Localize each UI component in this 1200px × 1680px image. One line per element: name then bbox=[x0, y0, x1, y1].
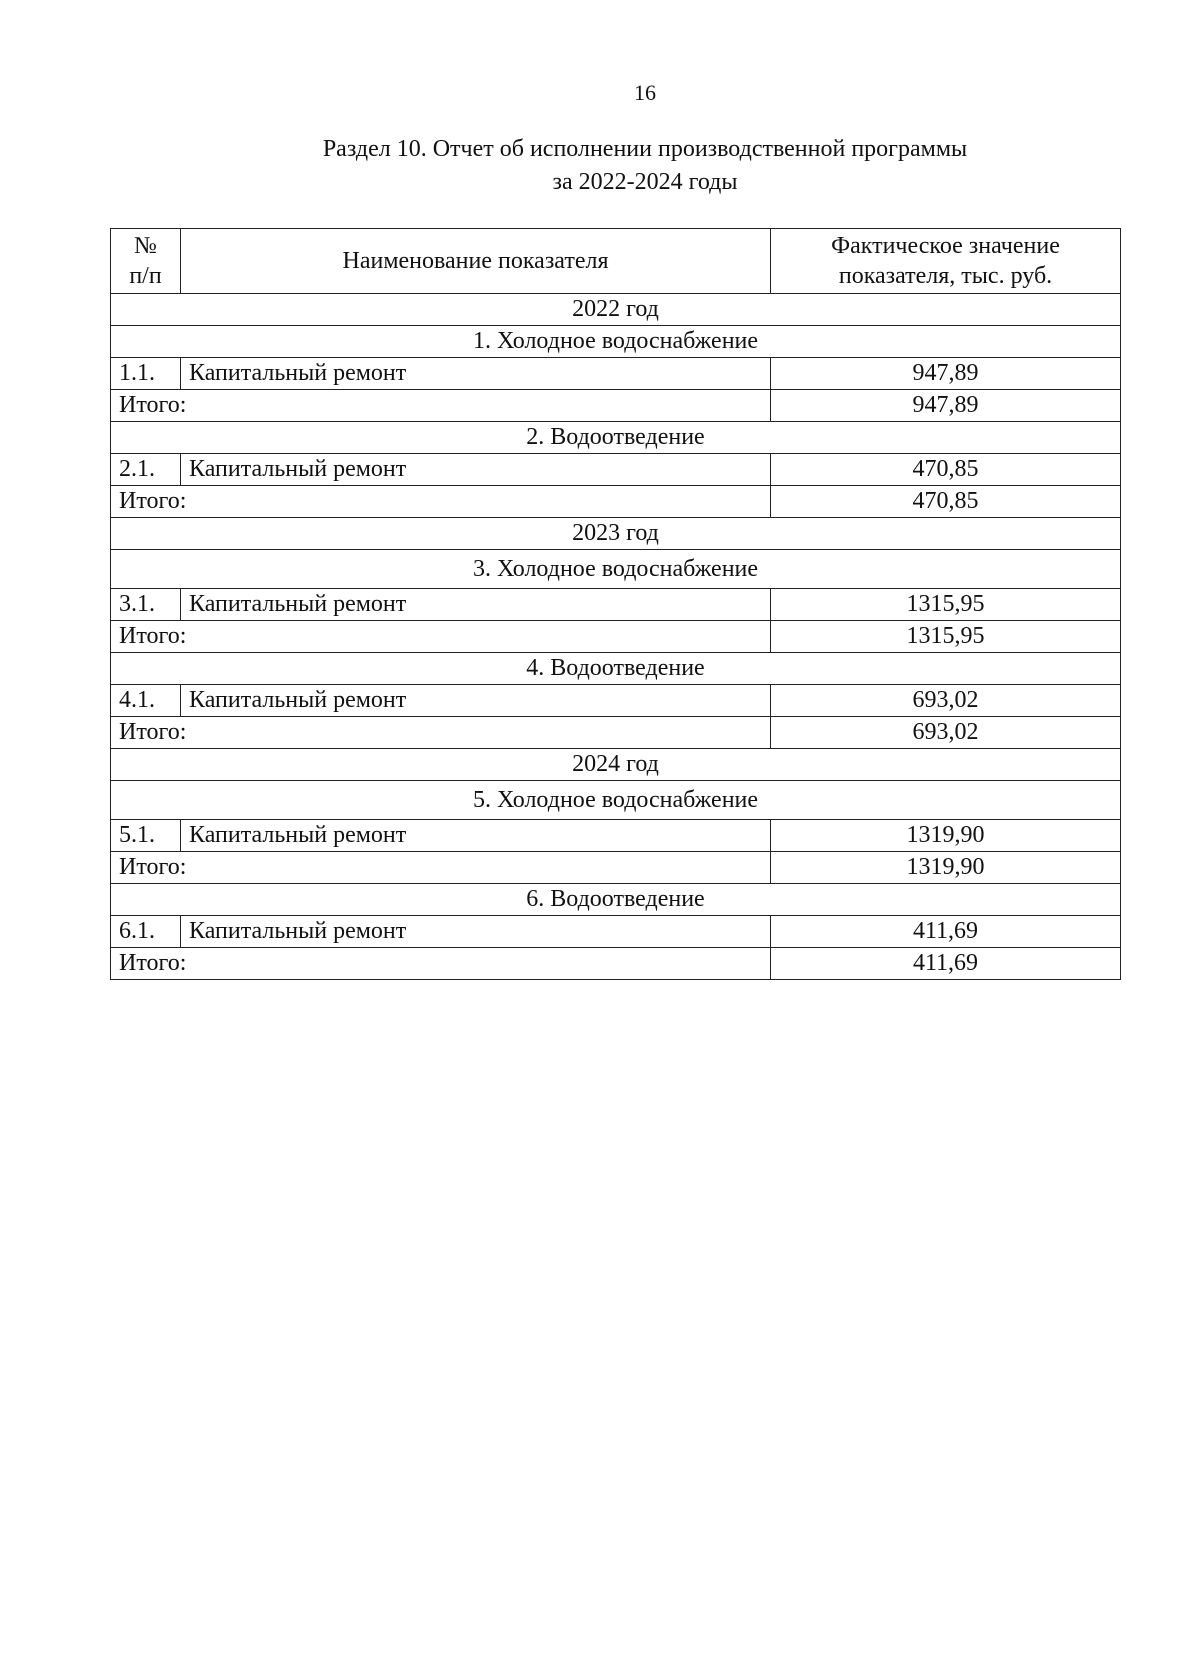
header-indicator-name: Наименование показателя bbox=[181, 229, 771, 294]
header-value-line-2: показателя, тыс. руб. bbox=[838, 263, 1053, 289]
total-value: 693,02 bbox=[771, 717, 1121, 749]
section-row bbox=[111, 749, 1121, 781]
section-heading: 2024 год bbox=[111, 749, 1121, 781]
table-row bbox=[111, 589, 1121, 621]
row-number: 4.1. bbox=[111, 685, 181, 717]
section-heading: 2023 год bbox=[111, 518, 1121, 550]
row-number: 2.1. bbox=[111, 454, 181, 486]
section-row bbox=[111, 518, 1121, 550]
row-number: 5.1. bbox=[111, 820, 181, 852]
row-indicator-name: Капитальный ремонт bbox=[181, 358, 771, 390]
section-row bbox=[111, 422, 1121, 454]
section-heading: 6. Водоотведение bbox=[111, 884, 1121, 916]
row-number: 1.1. bbox=[111, 358, 181, 390]
section-row bbox=[111, 781, 1121, 820]
total-value: 1315,95 bbox=[771, 621, 1121, 653]
total-row bbox=[111, 621, 1121, 653]
row-actual-value: 411,69 bbox=[771, 916, 1121, 948]
row-indicator-name: Капитальный ремонт bbox=[181, 916, 771, 948]
row-indicator-name: Капитальный ремонт bbox=[181, 454, 771, 486]
header-value-line-1: Фактическое значение bbox=[831, 233, 1060, 259]
section-heading: 5. Холодное водоснабжение bbox=[111, 781, 1121, 820]
row-indicator-name: Капитальный ремонт bbox=[181, 820, 771, 852]
total-label: Итого: bbox=[111, 621, 771, 653]
total-value: 947,89 bbox=[771, 390, 1121, 422]
total-value: 411,69 bbox=[771, 948, 1121, 980]
page-number: 16 bbox=[634, 80, 656, 105]
total-value: 1319,90 bbox=[771, 852, 1121, 884]
total-row bbox=[111, 390, 1121, 422]
total-row bbox=[111, 852, 1121, 884]
table-row bbox=[111, 916, 1121, 948]
row-actual-value: 470,85 bbox=[771, 454, 1121, 486]
table-row bbox=[111, 454, 1121, 486]
row-indicator-name: Капитальный ремонт bbox=[181, 589, 771, 621]
title-line-2: за 2022-2024 годы bbox=[552, 169, 738, 195]
section-row bbox=[111, 550, 1121, 589]
header-number bbox=[111, 229, 181, 294]
row-actual-value: 947,89 bbox=[771, 358, 1121, 390]
total-label: Итого: bbox=[111, 486, 771, 518]
table-body bbox=[111, 294, 1121, 980]
title-line-1: Раздел 10. Отчет об исполнении производственной программы bbox=[322, 136, 968, 162]
table-row bbox=[111, 820, 1121, 852]
total-row bbox=[111, 717, 1121, 749]
total-label: Итого: bbox=[111, 390, 771, 422]
section-heading: 4. Водоотведение bbox=[111, 653, 1121, 685]
total-row bbox=[111, 486, 1121, 518]
header-actual-value bbox=[771, 229, 1121, 294]
header-number-symbol: № bbox=[134, 233, 157, 259]
table-row bbox=[111, 358, 1121, 390]
section-row bbox=[111, 653, 1121, 685]
section-row bbox=[111, 326, 1121, 358]
section-heading: 1. Холодное водоснабжение bbox=[111, 326, 1121, 358]
total-row bbox=[111, 948, 1121, 980]
total-label: Итого: bbox=[111, 948, 771, 980]
total-label: Итого: bbox=[111, 852, 771, 884]
row-actual-value: 1319,90 bbox=[771, 820, 1121, 852]
section-row bbox=[111, 294, 1121, 326]
row-actual-value: 693,02 bbox=[771, 685, 1121, 717]
row-number: 6.1. bbox=[111, 916, 181, 948]
section-heading: 2. Водоотведение bbox=[111, 422, 1121, 454]
table-row bbox=[111, 685, 1121, 717]
table-header-row bbox=[111, 229, 1121, 294]
row-indicator-name: Капитальный ремонт bbox=[181, 685, 771, 717]
section-row bbox=[111, 884, 1121, 916]
report-table bbox=[110, 228, 1121, 980]
row-number: 3.1. bbox=[111, 589, 181, 621]
page-title bbox=[0, 133, 1200, 199]
row-actual-value: 1315,95 bbox=[771, 589, 1121, 621]
section-heading: 2022 год bbox=[111, 294, 1121, 326]
header-number-abbr: п/п bbox=[129, 263, 162, 289]
section-heading: 3. Холодное водоснабжение bbox=[111, 550, 1121, 589]
total-value: 470,85 bbox=[771, 486, 1121, 518]
total-label: Итого: bbox=[111, 717, 771, 749]
